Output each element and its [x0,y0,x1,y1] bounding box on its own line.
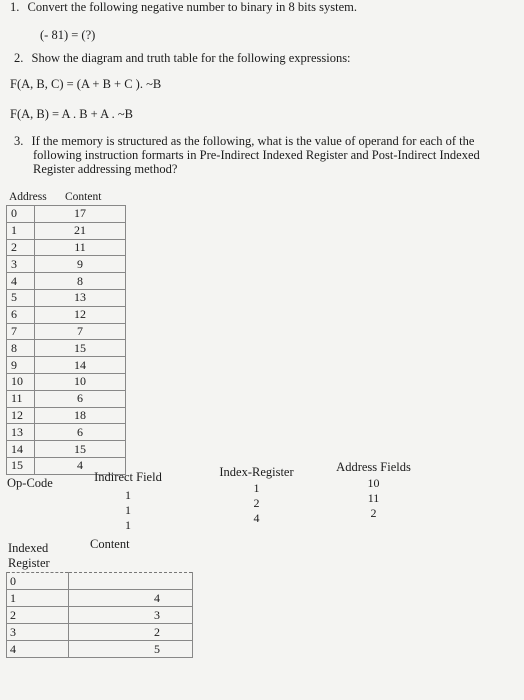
memory-address: 14 [7,441,35,458]
memory-content: 4 [35,457,126,474]
memory-address: 13 [7,424,35,441]
memory-row [7,323,126,340]
indexed-register-table [6,572,193,658]
indexed-register-content: 2 [69,624,193,641]
memory-row [7,256,126,273]
memory-row [7,390,126,407]
question-3-line-3: Register addressing method? [33,162,178,176]
indexed-register-content: 3 [69,607,193,624]
memory-address: 15 [7,457,35,474]
question-1-value: (- 81) = (?) [40,28,96,42]
indexed-register-header-2: Register [8,556,50,570]
question-3-line-2: following instruction formarts in Pre-Indirect Indexed Register and Post-Indirect Indexed [33,148,480,162]
question-2-text: Show the diagram and truth table for the following expressions: [31,51,351,65]
memory-row [7,239,126,256]
index-value: 1 [253,481,260,495]
memory-address: 5 [7,289,35,306]
indexed-register-content [69,573,193,590]
indexed-register-number: 3 [7,624,69,641]
memory-content: 13 [35,289,126,306]
memory-content: 7 [35,323,126,340]
index-register-column [209,465,304,525]
indexed-content-header: Content [90,537,130,551]
indexed-register-row [7,573,193,590]
indexed-register-row [7,607,193,624]
index-register-header: Index-Register [219,465,294,479]
memory-address: 11 [7,390,35,407]
memory-row [7,206,126,223]
memory-content: 21 [35,222,126,239]
memory-address: 2 [7,239,35,256]
index-value: 2 [253,496,260,510]
indirect-value: 1 [125,488,131,502]
memory-row [7,222,126,239]
address-fields-header: Address Fields [336,460,411,474]
index-value: 4 [253,511,260,525]
memory-content: 6 [35,390,126,407]
question-2-number: 2. [14,51,24,65]
memory-row [7,273,126,290]
question-1-text: Convert the following negative number to binary in 8 bits system. [27,0,357,14]
memory-content: 8 [35,273,126,290]
memory-content-header: Content [65,191,102,203]
address-fields-column [326,460,421,520]
memory-content: 17 [35,206,126,223]
indexed-register-number: 4 [7,641,69,658]
indirect-field-column [88,470,168,532]
memory-address: 8 [7,340,35,357]
memory-content: 15 [35,340,126,357]
indexed-register-header-1: Indexed [8,541,49,555]
memory-row [7,441,126,458]
indexed-register-number: 2 [7,607,69,624]
indexed-register-row [7,624,193,641]
indexed-register-row [7,641,193,658]
indirect-field-header: Indirect Field [94,470,162,484]
memory-content: 15 [35,441,126,458]
memory-content: 9 [35,256,126,273]
memory-row [7,407,126,424]
indirect-value: 1 [125,503,131,517]
memory-content: 11 [35,239,126,256]
memory-content: 10 [35,373,126,390]
question-3-number: 3. [14,134,24,148]
memory-row [7,357,126,374]
memory-content: 14 [35,357,126,374]
indexed-register-content: 4 [69,590,193,607]
memory-content: 18 [35,407,126,424]
memory-content: 6 [35,424,126,441]
memory-address: 1 [7,222,35,239]
expression-1: F(A, B, C) = (A + B + C ). ~B [10,77,162,91]
memory-address-header: Address [9,191,47,203]
address-value: 10 [367,476,380,490]
indexed-register-number: 1 [7,590,69,607]
memory-address: 6 [7,306,35,323]
memory-address: 12 [7,407,35,424]
memory-address: 7 [7,323,35,340]
memory-table [6,205,126,475]
memory-row [7,289,126,306]
question-3 [14,134,474,149]
memory-row [7,340,126,357]
memory-address: 4 [7,273,35,290]
memory-address: 0 [7,206,35,223]
memory-content: 12 [35,306,126,323]
question-3-line-1: If the memory is structured as the following, what is the value of operand for each of the [31,134,475,148]
memory-address: 3 [7,256,35,273]
memory-address: 10 [7,373,35,390]
question-1 [10,0,357,15]
indirect-value: 1 [125,518,131,532]
indexed-register-row [7,590,193,607]
indexed-register-number: 0 [7,573,69,590]
memory-row [7,424,126,441]
opcode-header: Op-Code [7,476,53,490]
question-2 [14,51,351,66]
question-1-number: 1. [10,0,20,14]
memory-row [7,306,126,323]
indexed-register-content: 5 [69,641,193,658]
memory-address: 9 [7,357,35,374]
memory-row [7,373,126,390]
address-value: 2 [370,506,377,520]
address-value: 11 [367,491,380,505]
expression-2: F(A, B) = A . B + A . ~B [10,107,133,121]
